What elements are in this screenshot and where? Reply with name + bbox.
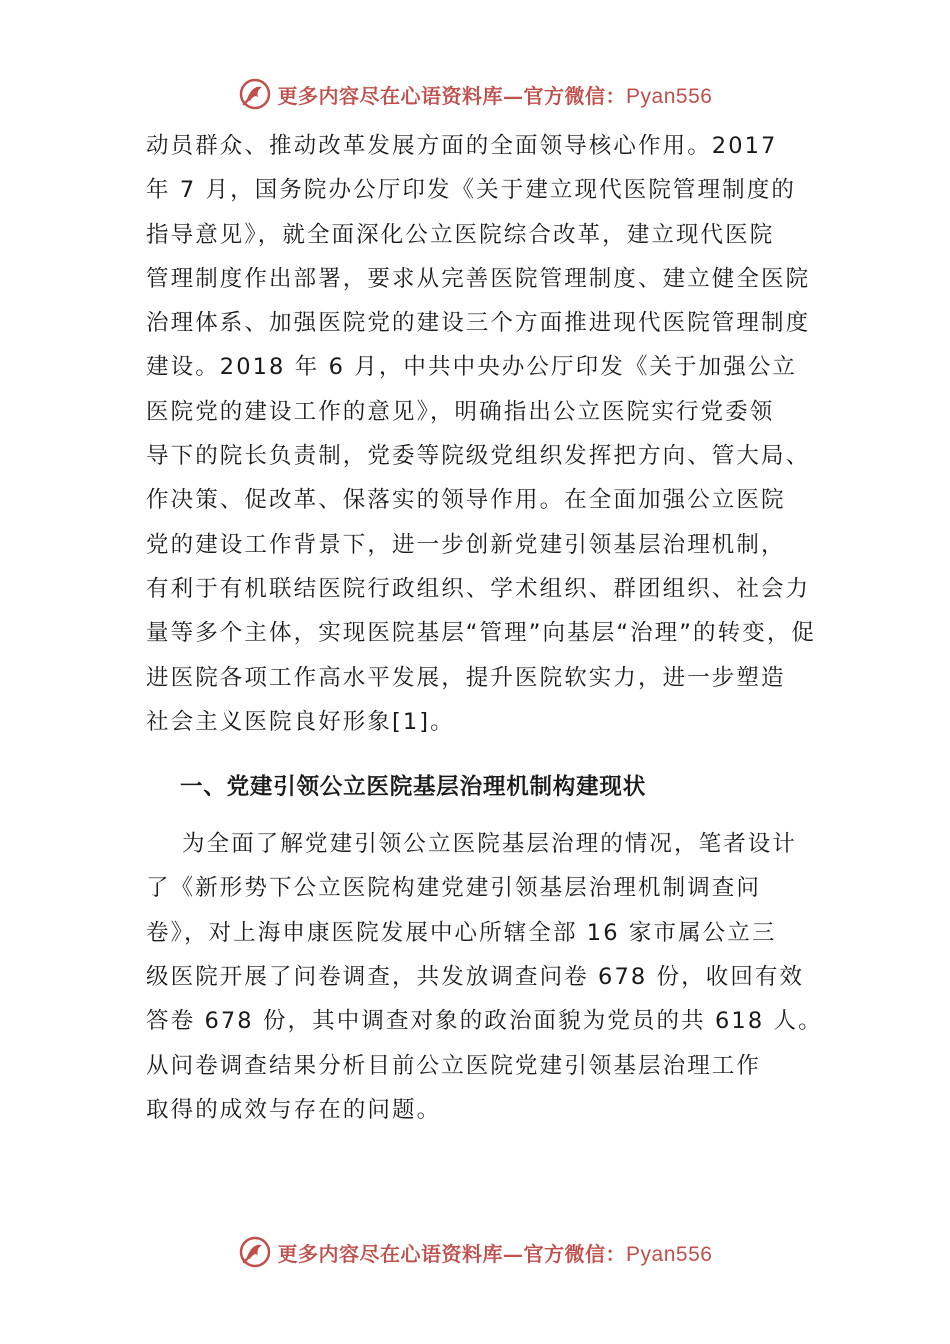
text-line: 取得的成效与存在的问题。 bbox=[146, 1096, 442, 1123]
text-line: 作决策、促改革、保落实的领导作用。在全面加强公立医院 bbox=[146, 487, 786, 514]
red-seal-logo-icon bbox=[238, 77, 272, 111]
text-line: 了《新形势下公立医院构建党建引领基层治理机制调查问 bbox=[146, 875, 762, 902]
text-line: 社会主义医院良好形象[1]。 bbox=[146, 708, 455, 735]
text-line: 进医院各项工作高水平发展，提升医院软实力，进一步塑造 bbox=[146, 664, 786, 691]
watermark-text: 更多内容尽在心语资料库—官方微信：Pyan556 bbox=[277, 83, 713, 108]
text-line: 为全面了解党建引领公立医院基层治理的情况，笔者设计 bbox=[182, 831, 798, 858]
paragraph-1 bbox=[146, 124, 822, 744]
text-line: 答卷 678 份，其中调查对象的政治面貌为党员的共 618 人。 bbox=[146, 1008, 823, 1035]
document-body bbox=[146, 124, 822, 1132]
text-line: 有利于有机联结医院行政组织、学术组织、群团组织、社会力 bbox=[146, 575, 811, 602]
text-line: 卷》，对上海申康医院发展中心所辖全部 16 家市属公立三 bbox=[146, 919, 777, 946]
text-line: 导下的院长负责制，党委等院级党组织发挥把方向、管大局、 bbox=[146, 443, 811, 470]
red-seal-logo-icon bbox=[238, 1235, 272, 1269]
wechat-id: Pyan556 bbox=[626, 84, 713, 108]
text-line: 级医院开展了问卷调查，共发放调查问卷 678 份，收回有效 bbox=[146, 964, 805, 991]
text-line: 党的建设工作背景下，进一步创新党建引领基层治理机制， bbox=[146, 531, 786, 558]
text-line: 年 7 月，国务院办公厅印发《关于建立现代医院管理制度的 bbox=[146, 177, 796, 204]
header-watermark-banner bbox=[0, 74, 950, 114]
text-line: 建设。2018 年 6 月，中共中央办公厅印发《关于加强公立 bbox=[146, 354, 798, 381]
text-line: 医院党的建设工作的意见》，明确指出公立医院实行党委领 bbox=[146, 398, 775, 425]
text-line: 指导意见》，就全面深化公立医院综合改革，建立现代医院 bbox=[146, 221, 775, 248]
section-heading: 一、党建引领公立医院基层治理机制构建现状 bbox=[180, 774, 647, 801]
footer-watermark-banner bbox=[0, 1232, 950, 1272]
paragraph-2 bbox=[146, 822, 822, 1132]
text-line: 从问卷调查结果分析目前公立医院党建引领基层治理工作 bbox=[146, 1052, 762, 1079]
text-line: 治理体系、加强医院党的建设三个方面推进现代医院管理制度 bbox=[146, 310, 811, 337]
wechat-id: Pyan556 bbox=[626, 1242, 713, 1266]
text-line: 动员群众、推动改革发展方面的全面领导核心作用。2017 bbox=[146, 133, 778, 159]
text-line: 管理制度作出部署，要求从完善医院管理制度、建立健全医院 bbox=[146, 265, 811, 292]
watermark-text: 更多内容尽在心语资料库—官方微信：Pyan556 bbox=[277, 1241, 713, 1266]
text-line: 量等多个主体，实现医院基层“管理”向基层“治理”的转变，促 bbox=[146, 620, 817, 647]
